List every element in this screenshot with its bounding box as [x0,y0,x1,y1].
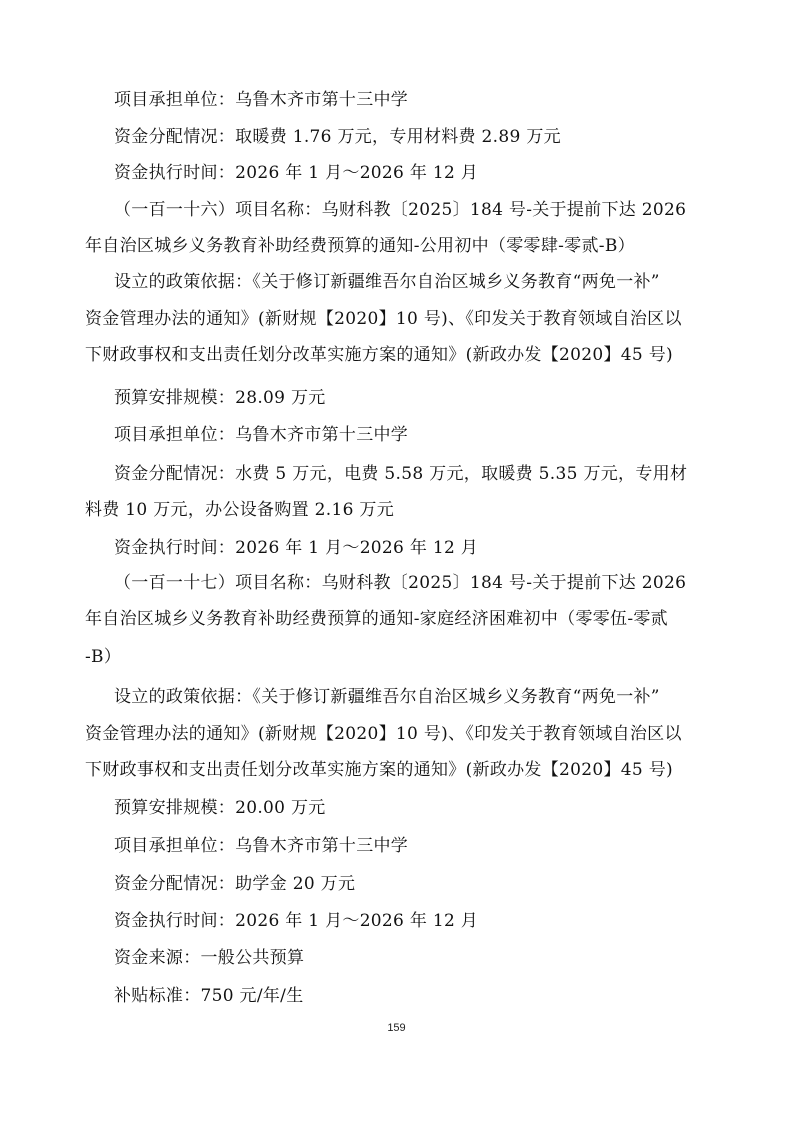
policy-basis-line-2: 资金管理办法的通知》(新财规【2020】10 号)、《印发关于教育领域自治区以 [85,724,682,744]
policy-basis-line-2: 资金管理办法的通知》(新财规【2020】10 号)、《印发关于教育领域自治区以 [85,309,682,329]
page-number: 159 [387,1022,406,1034]
subsidy-standard-line: 补贴标准：750 元/年/生 [114,986,304,1006]
fund-allocation-line: 资金分配情况：助学金 20 万元 [114,874,356,894]
execution-time-line: 资金执行时间：2026 年 1 月～2026 年 12 月 [114,538,479,558]
policy-basis-line-1: 设立的政策依据：《关于修订新疆维吾尔自治区城乡义务教育“两免一补” [114,687,660,707]
fund-allocation-line-2: 料费 10 万元，办公设备购置 2.16 万元 [85,500,394,520]
execution-time-line: 资金执行时间：2026 年 1 月～2026 年 12 月 [114,911,479,931]
project-unit-line: 项目承担单位：乌鲁木齐市第十三中学 [114,836,409,856]
budget-scale-line: 预算安排规模：20.00 万元 [114,798,326,818]
project-117-title-line-3: -B） [85,647,122,667]
project-116-title-line-2: 年自治区城乡义务教育补助经费预算的通知-公用初中（零零肆-零贰-B） [85,236,635,256]
project-117-title-line-2: 年自治区城乡义务教育补助经费预算的通知-家庭经济困难初中（零零伍-零贰 [85,609,668,629]
fund-allocation-line-1: 资金分配情况：水费 5 万元，电费 5.58 万元，取暖费 5.35 万元，专用材 [114,464,688,484]
project-unit-line: 项目承担单位：乌鲁木齐市第十三中学 [114,90,409,110]
policy-basis-line-3: 下财政事权和支出责任划分改革实施方案的通知》(新政办发【2020】45 号) [85,345,673,365]
project-116-title-line-1: （一百一十六）项目名称：乌财科教〔2025〕184 号-关于提前下达 2026 [114,200,687,220]
project-unit-line: 项目承担单位：乌鲁木齐市第十三中学 [114,425,409,445]
project-117-title-line-1: （一百一十七）项目名称：乌财科教〔2025〕184 号-关于提前下达 2026 [114,573,687,593]
fund-source-line: 资金来源：一般公共预算 [114,948,305,968]
policy-basis-line-1: 设立的政策依据：《关于修订新疆维吾尔自治区城乡义务教育“两免一补” [114,272,660,292]
policy-basis-line-3: 下财政事权和支出责任划分改革实施方案的通知》(新政办发【2020】45 号) [85,760,673,780]
budget-scale-line: 预算安排规模：28.09 万元 [114,388,326,408]
execution-time-line: 资金执行时间：2026 年 1 月～2026 年 12 月 [114,163,479,183]
fund-allocation-line: 资金分配情况：取暖费 1.76 万元，专用材料费 2.89 万元 [114,127,561,147]
